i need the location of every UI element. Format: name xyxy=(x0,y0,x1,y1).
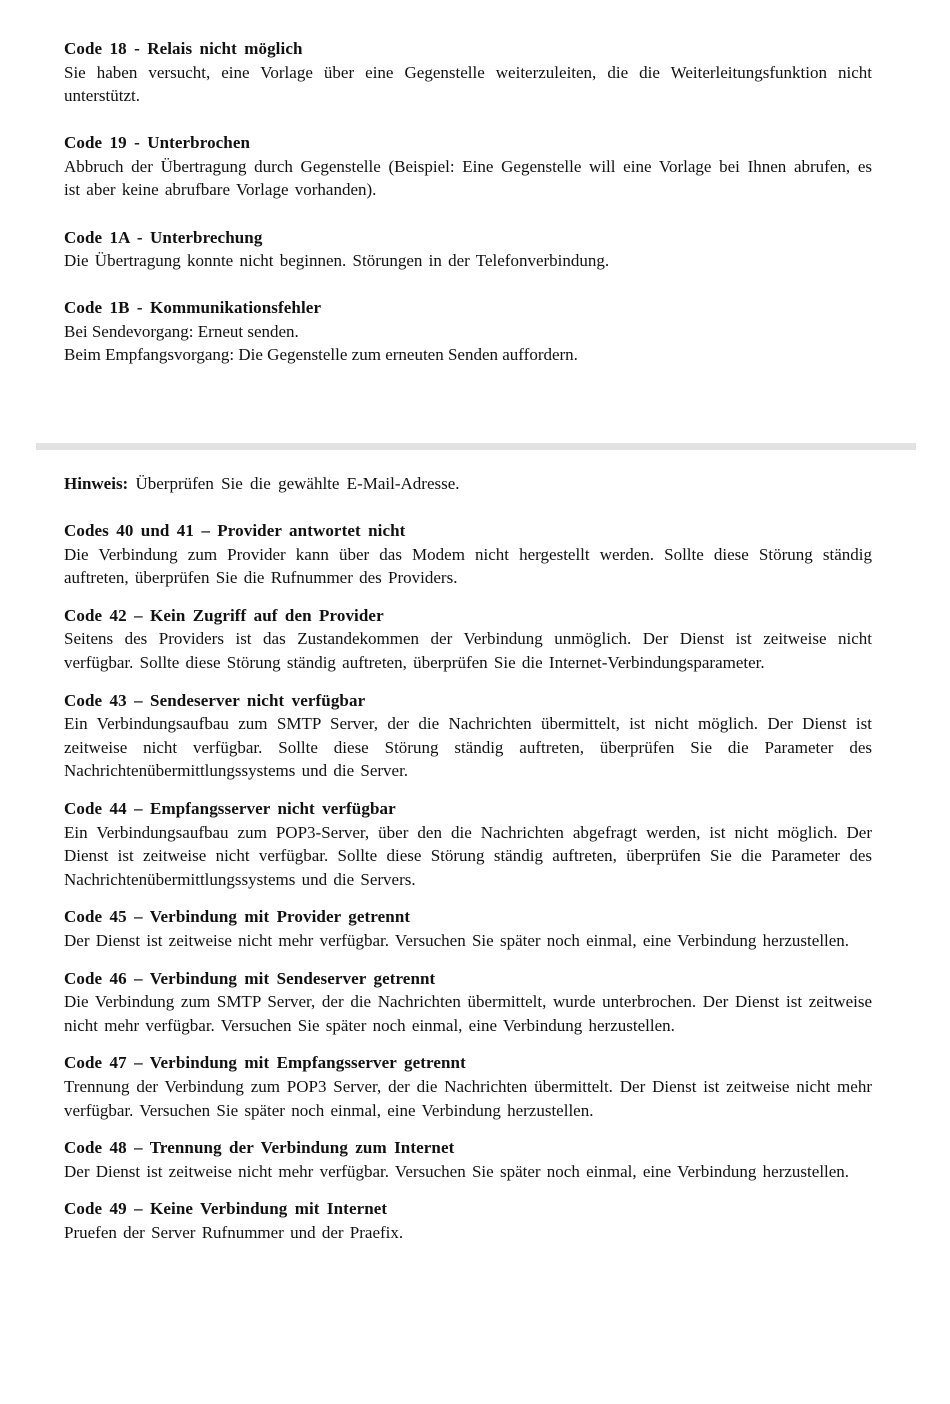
error-code-heading: Code 46 – Verbindung mit Sendeserver getrennt xyxy=(64,968,436,988)
error-code-description: Pruefen der Server Rufnummer und der Praefix. xyxy=(64,1222,404,1242)
error-code-heading: Code 43 – Sendeserver nicht verfügbar xyxy=(64,690,366,710)
error-code-entry xyxy=(64,1051,872,1122)
error-code-entry xyxy=(64,37,872,108)
error-code-entry xyxy=(64,689,872,783)
error-code-entry xyxy=(64,604,872,675)
error-code-description-line: Beim Empfangsvorgang: Die Gegenstelle zum erneuten Senden auffordern. xyxy=(64,345,578,365)
error-code-entry xyxy=(64,296,872,367)
error-code-heading: Code 42 – Kein Zugriff auf den Provider xyxy=(64,605,384,625)
error-code-description: Ein Verbindungsaufbau zum POP3-Server, über den die Nachrichten abgefragt werden, ist nicht möglich. Der Dienst ist zeitweise nicht verfügbar. Sollte diese Störung ständig auftreten, überprüfen Sie die Parameter des Nachrichtenübermittlungssystems und die Servers. xyxy=(64,822,872,889)
error-code-heading: Code 1A - Unterbrechung xyxy=(64,227,263,247)
error-code-description: Der Dienst ist zeitweise nicht mehr verfügbar. Versuchen Sie später noch einmal, eine Verbindung herzustellen. xyxy=(64,931,850,950)
error-code-description: Die Übertragung konnte nicht beginnen. Störungen in der Telefonverbindung. xyxy=(64,251,610,271)
fax-error-codes-section xyxy=(64,37,872,391)
error-code-entry xyxy=(64,226,872,273)
error-code-heading: Code 45 – Verbindung mit Provider getrennt xyxy=(64,907,411,927)
error-code-heading: Code 48 – Trennung der Verbindung zum Internet xyxy=(64,1138,455,1158)
error-code-heading: Code 47 – Verbindung mit Empfangsserver getrennt xyxy=(64,1053,466,1073)
error-code-description: Seitens des Providers ist das Zustandekommen der Verbindung unmöglich. Der Dienst ist zeitweise nicht verfügbar. Sollte diese Störung ständig auftreten, überprüfen Sie die Internet-Verbindungsparameter. xyxy=(64,629,872,673)
error-code-heading: Codes 40 und 41 – Provider antwortet nicht xyxy=(64,521,406,541)
error-code-heading: Code 19 - Unterbrochen xyxy=(64,133,251,153)
error-code-entry xyxy=(64,1136,872,1183)
error-code-heading: Code 49 – Keine Verbindung mit Internet xyxy=(64,1199,388,1219)
error-code-entry xyxy=(64,905,872,952)
error-code-entry xyxy=(64,131,872,202)
error-code-entry xyxy=(64,1197,872,1244)
error-code-heading: Code 44 – Empfangsserver nicht verfügbar xyxy=(64,799,396,819)
error-code-entry xyxy=(64,797,872,891)
error-code-entry xyxy=(64,519,872,590)
error-code-description: Sie haben versucht, eine Vorlage über eine Gegenstelle weiterzuleiten, die die Weiterleitungsfunktion nicht unterstützt. xyxy=(64,62,872,106)
email-error-codes-section xyxy=(64,472,872,1259)
error-code-description: Trennung der Verbindung zum POP3 Server, der die Nachrichten übermittelt. Der Dienst ist zeitweise nicht mehr verfügbar. Versuchen Sie später noch einmal, eine Verbindung herzustellen. xyxy=(64,1076,872,1120)
error-code-description-line: Bei Sendevorgang: Erneut senden. xyxy=(64,321,299,341)
error-code-description: Ein Verbindungsaufbau zum SMTP Server, der die Nachrichten übermittelt, ist nicht möglich. Der Dienst ist zeitweise nicht verfügbar. Sollte diese Störung ständig auftreten, überprüfen Sie die Parameter des Nachrichtenübermittlungssystems und die Server. xyxy=(64,714,872,781)
error-code-heading: Code 1B - Kommunikationsfehler xyxy=(64,298,322,318)
error-code-description: Der Dienst ist zeitweise nicht mehr verfügbar. Versuchen Sie später noch einmal, eine Verbindung herzustellen. xyxy=(64,1161,850,1181)
note-text: Überprüfen Sie die gewählte E-Mail-Adresse. xyxy=(128,474,460,493)
error-code-description: Abbruch der Übertragung durch Gegenstelle (Beispiel: Eine Gegenstelle will eine Vorlage bei Ihnen abrufen, es ist aber keine abrufbare Vorlage vorhanden). xyxy=(64,156,872,200)
error-code-description: Die Verbindung zum Provider kann über das Modem nicht hergestellt werden. Sollte diese Störung ständig auftreten, überprüfen Sie die Rufnummer des Providers. xyxy=(64,544,872,588)
section-divider xyxy=(36,443,916,450)
error-code-description: Die Verbindung zum SMTP Server, der die Nachrichten übermittelt, wurde unterbrochen. Der Dienst ist zeitweise nicht mehr verfügbar. Versuchen Sie später noch einmal, eine Verbindung herzustellen. xyxy=(64,992,872,1035)
error-code-entry xyxy=(64,967,872,1038)
error-code-heading: Code 18 - Relais nicht möglich xyxy=(64,39,303,58)
note-paragraph xyxy=(64,472,872,496)
note-label: Hinweis: xyxy=(64,474,129,493)
